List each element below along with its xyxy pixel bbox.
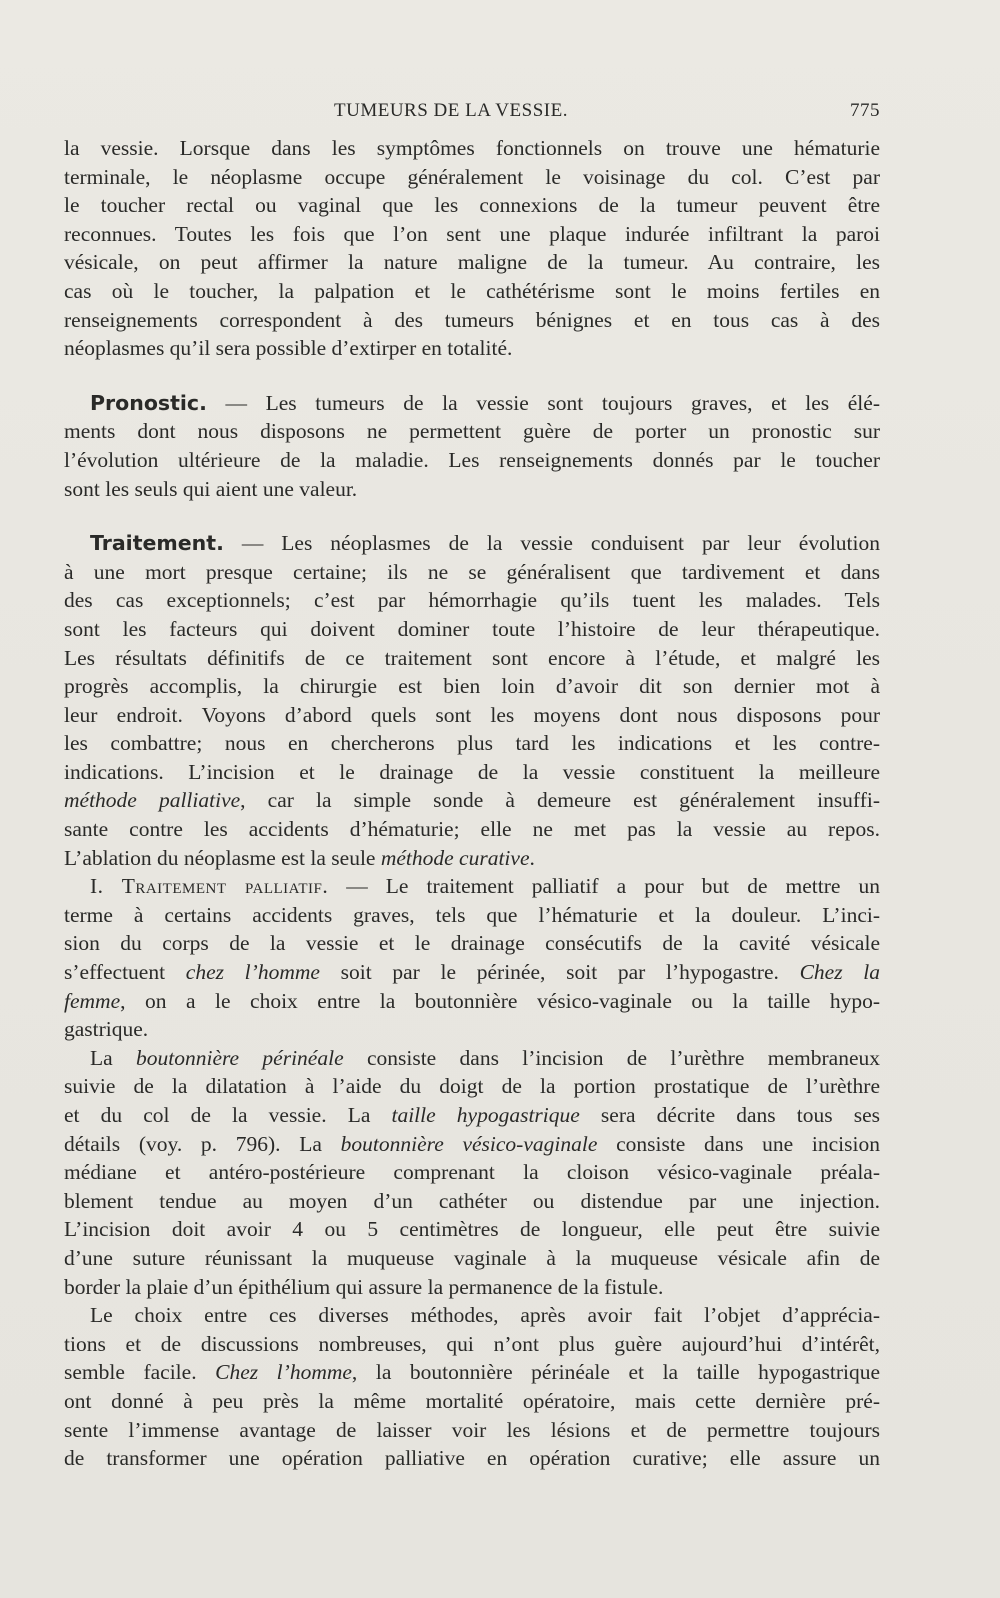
- text-line: vésicale, on peut affirmer la nature maligne de la tumeur. Au contraire, les: [64, 250, 880, 275]
- text-line: terminale, le néoplasme occupe généralement le voisinage du col. C’est par: [64, 164, 880, 189]
- text-line: tions et de discussions nombreuses, qui n’ont plus guère aujourd’hui d’intérêt,: [64, 1331, 880, 1356]
- text-line: sont les facteurs qui doivent dominer toute l’histoire de leur thérapeutique.: [64, 616, 880, 641]
- pronostic-first-line: Pronostic. — Les tumeurs de la vessie sont toujours graves, et les élé-: [90, 390, 880, 415]
- text-line: Les résultats définitifs de ce traitement sont encore à l’étude, et malgré les: [64, 645, 880, 670]
- text-line: blement tendue au moyen d’un cathéter ou distendue par une injection.: [64, 1188, 880, 1213]
- text-line: Le choix entre ces diverses méthodes, après avoir fait l’objet d’apprécia-: [90, 1303, 880, 1328]
- text-line: femme, on a le choix entre la boutonnière vésico-vaginale ou la taille hypo-: [64, 988, 880, 1013]
- text-line: border la plaie d’un épithélium qui assure la permanence de la fistule.: [64, 1274, 664, 1299]
- text-line: médiane et antéro-postérieure comprenant la cloison vésico-vaginale préala-: [64, 1160, 880, 1185]
- page-number: 775: [850, 100, 880, 121]
- text-line: progrès accomplis, la chirurgie est bien loin d’avoir dit son dernier mot à: [64, 674, 880, 699]
- section-heading-pronostic: Pronostic.: [90, 390, 207, 415]
- traitement-first-line: Traitement. — Les néoplasmes de la vessie conduisent par leur évolution: [90, 531, 880, 556]
- text-line: sont les seuls qui aient une valeur.: [64, 476, 358, 501]
- section-heading-traitement: Traitement.: [90, 531, 224, 556]
- subsection-label: I. Traitement palliatif.: [90, 874, 329, 899]
- text-line: détails (voy. p. 796). La boutonnière vésico-vaginale consiste dans une incision: [64, 1131, 880, 1156]
- text-line: à une mort presque certaine; ils ne se généralisent que tardivement et dans: [64, 559, 880, 584]
- text-line: le toucher rectal ou vaginal que les connexions de la tumeur peuvent être: [64, 193, 880, 218]
- text-line: l’évolution ultérieure de la maladie. Les renseignements donnés par le toucher: [64, 447, 880, 472]
- text-line: sion du corps de la vessie et le drainage consécutifs de la cavité vésicale: [64, 931, 880, 956]
- text-line: néoplasmes qu’il sera possible d’extirper en totalité.: [64, 336, 513, 361]
- text-line: reconnues. Toutes les fois que l’on sent une plaque indurée infiltrant la paroi: [64, 221, 880, 246]
- text-line: ont donné à peu près la même mortalité opératoire, mais cette dernière pré-: [64, 1388, 880, 1413]
- text-line: méthode palliative, car la simple sonde à demeure est généralement insuffi-: [64, 788, 881, 813]
- running-title: TUMEURS DE LA VESSIE.: [334, 100, 568, 121]
- text-line: semble facile. Chez l’homme, la boutonnière périnéale et la taille hypogastrique: [64, 1360, 880, 1385]
- text-line: sente l’immense avantage de laisser voir les lésions et de permettre toujours: [64, 1417, 880, 1442]
- text-line: suivie de la dilatation à l’aide du doigt de la portion prostatique de l’urèthre: [64, 1074, 880, 1099]
- text-line: terme à certains accidents graves, tels que l’hématurie et la douleur. L’inci-: [64, 902, 880, 927]
- text-line: cas où le toucher, la palpation et le cathétérisme sont le moins fertiles en: [64, 278, 880, 303]
- palliatif-first-line: I. Traitement palliatif. — Le traitement palliatif a pour but de mettre un: [90, 874, 880, 899]
- text-line: gastrique.: [64, 1017, 149, 1042]
- text-line: et du col de la vessie. La taille hypogastrique sera décrite dans tous ses: [64, 1103, 881, 1127]
- text-line: les combattre; nous en chercherons plus tard les indications et les contre-: [64, 731, 880, 756]
- text-line: La boutonnière périnéale consiste dans l’incision de l’urèthre membraneux: [90, 1045, 880, 1070]
- text-line: L’incision doit avoir 4 ou 5 centimètres de longueur, elle peut être suivie: [64, 1217, 880, 1242]
- text-line: de transformer une opération palliative en opération curative; elle assure un: [64, 1446, 880, 1471]
- text-line: des cas exceptionnels; c’est par hémorrhagie qu’ils tuent les malades. Tels: [64, 588, 880, 613]
- text-line: sante contre les accidents d’hématurie; elle ne met pas la vessie au repos.: [64, 817, 880, 842]
- text-line: ments dont nous disposons ne permettent guère de porter un pronostic sur: [64, 419, 880, 444]
- text-line: s’effectuent chez l’homme soit par le périnée, soit par l’hypogastre. Chez la: [64, 960, 881, 985]
- running-header: [64, 100, 880, 124]
- text-line: la vessie. Lorsque dans les symptômes fonctionnels on trouve une hématurie: [64, 136, 880, 160]
- body-text: [64, 134, 880, 1473]
- text-line: d’une suture réunissant la muqueuse vaginale à la muqueuse vésicale afin de: [64, 1245, 880, 1270]
- text-line: indications. L’incision et le drainage de la vessie constituent la meilleure: [64, 759, 880, 784]
- text-line: renseignements correspondent à des tumeurs bénignes et en tous cas à des: [64, 307, 880, 332]
- text-line: leur endroit. Voyons d’abord quels sont les moyens dont nous disposons pour: [64, 702, 880, 727]
- text-line: L’ablation du néoplasme est la seule méthode curative.: [64, 845, 535, 870]
